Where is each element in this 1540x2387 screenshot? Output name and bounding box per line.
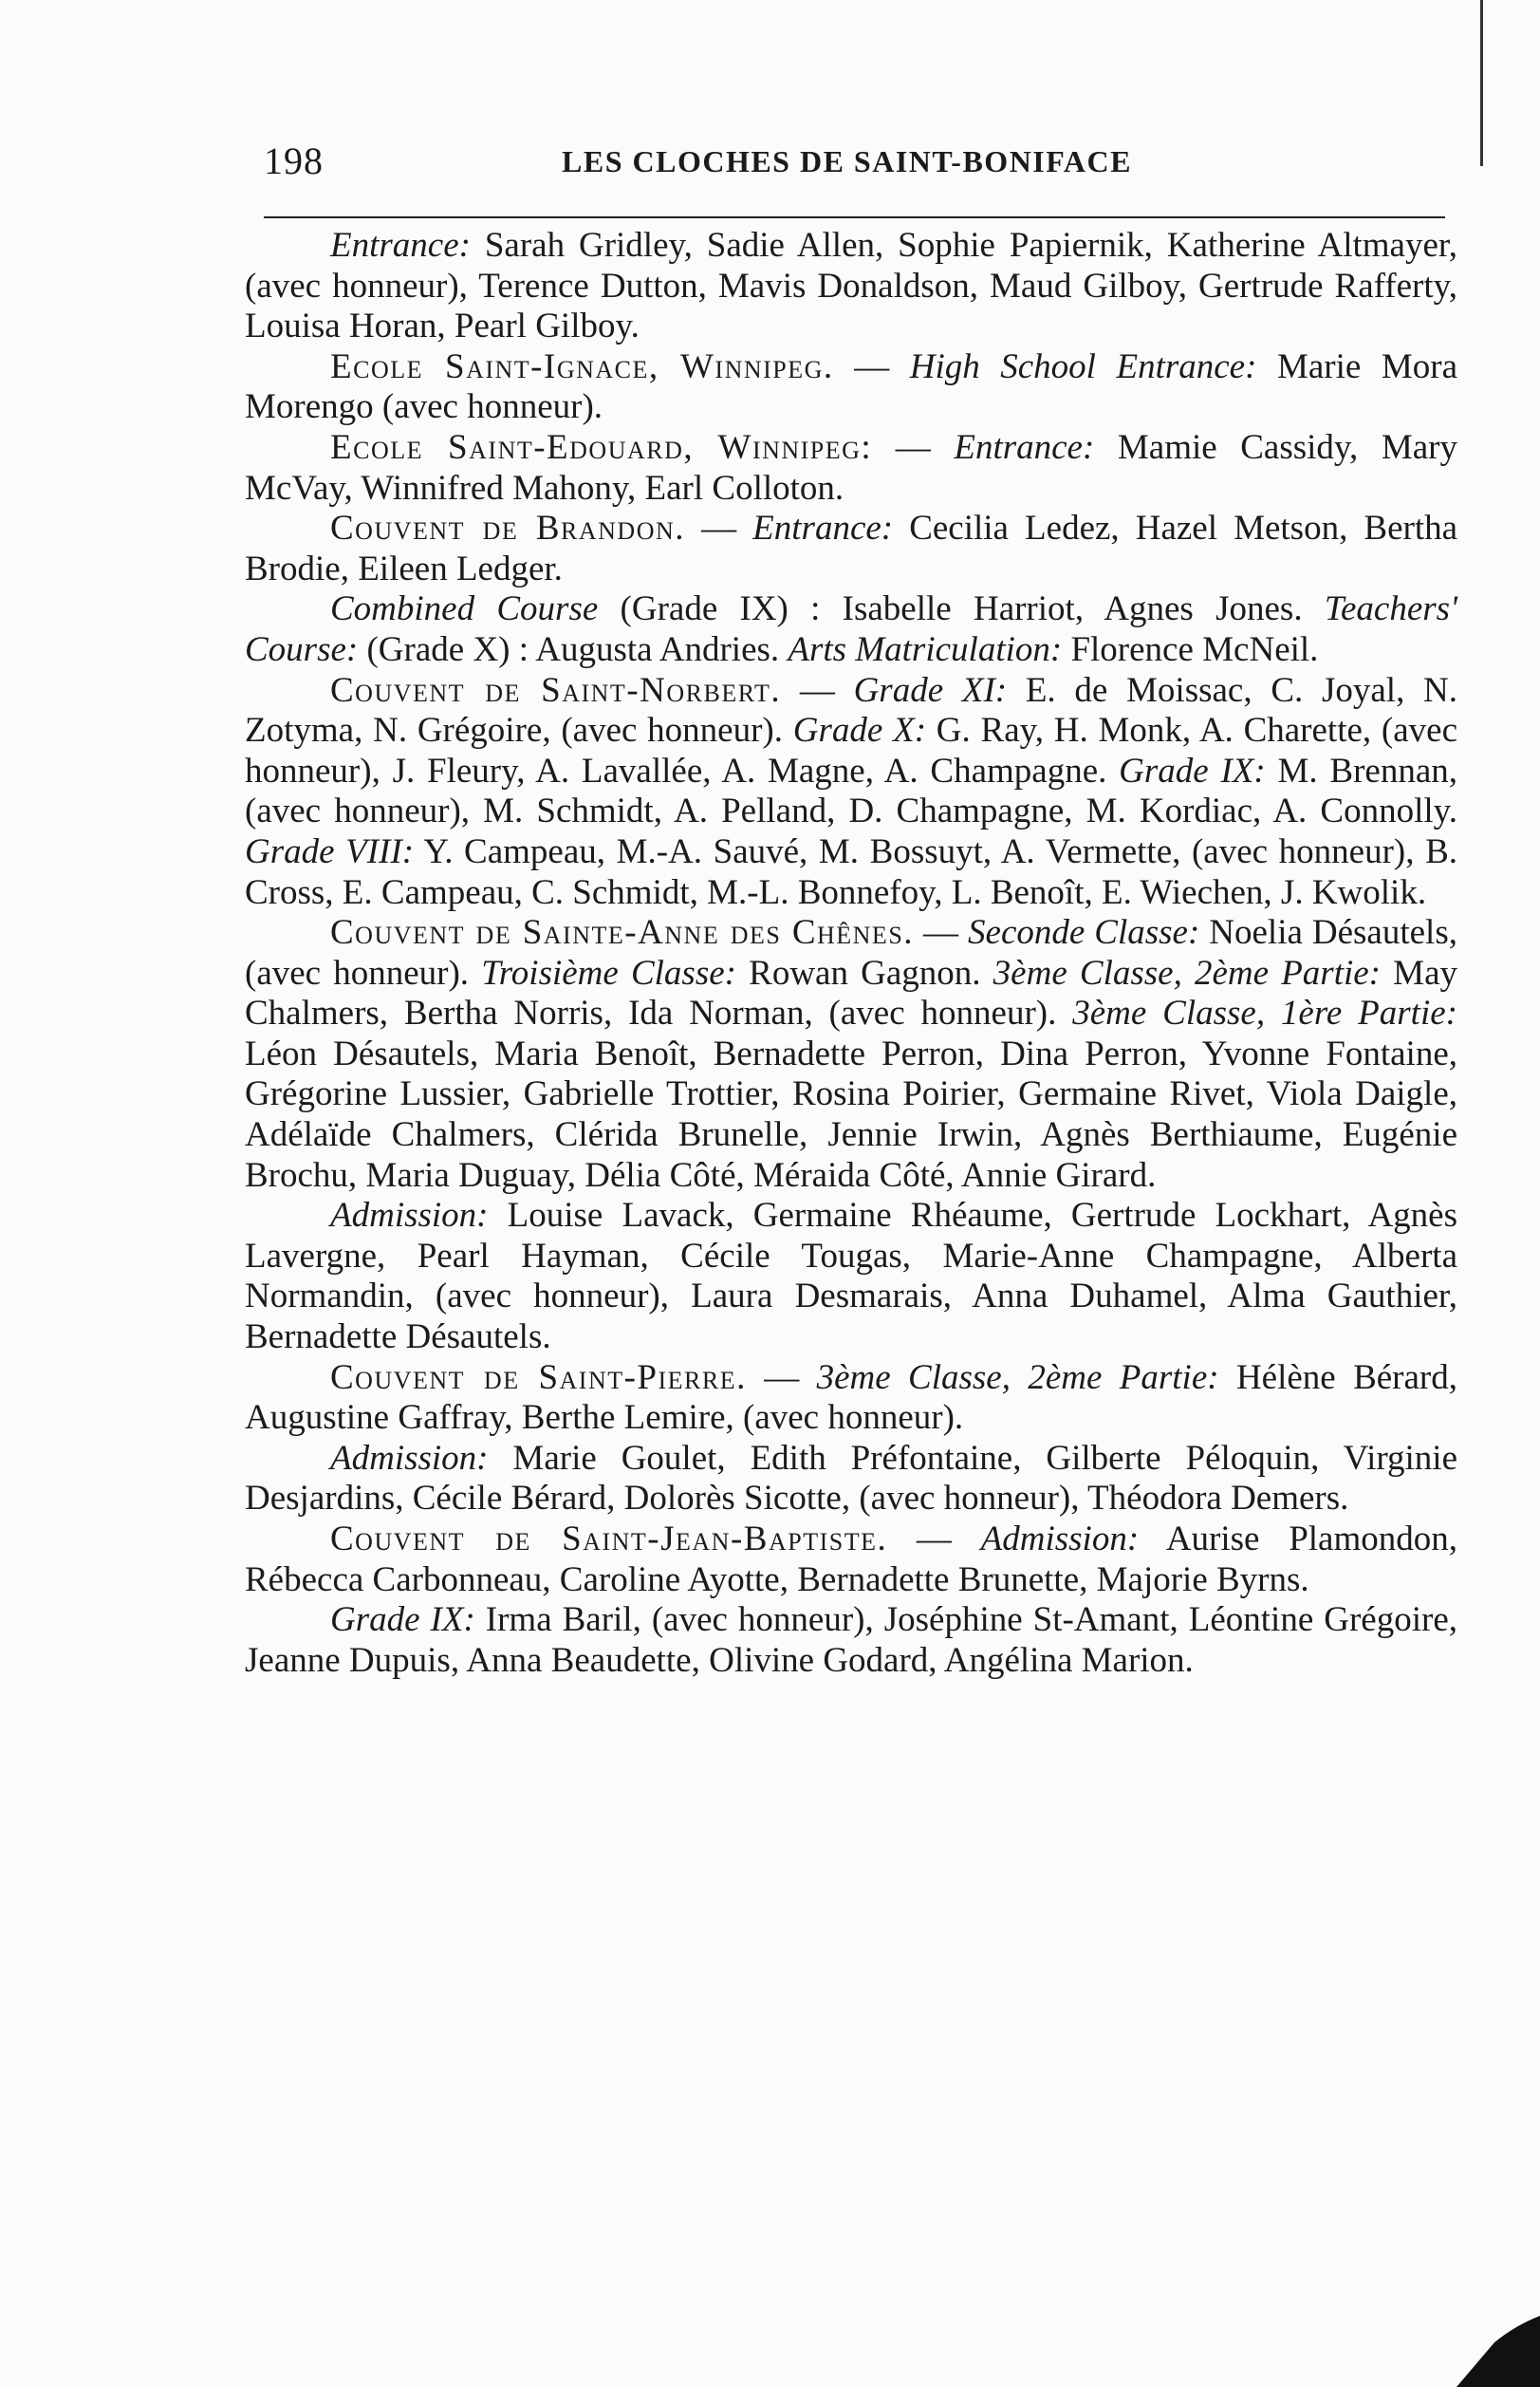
- italic-label: Arts Matriculation:: [788, 629, 1063, 669]
- paragraph: [245, 347, 1457, 428]
- text-run: Y. Campeau, M.-A. Sauvé, M. Bossuyt, A. Vermette, (avec honneur), B. Cross, E. Campeau, C. Schmidt, M.-L. Bonnefoy, L. Benoît, E. Wiechen, J. Kwolik.: [245, 831, 1457, 912]
- italic-label: High School Entrance:: [909, 346, 1257, 386]
- text-run: Mamie Cassidy, Mary McVay, Winnifred Mahony, Earl Colloton.: [245, 427, 1457, 508]
- page-corner-mark: [1457, 2316, 1540, 2387]
- header-rule: [264, 216, 1445, 218]
- text-run: Aurise Plamondon, Rébecca Carbonneau, Caroline Ayotte, Bernadette Brunette, Majorie Byrns.: [245, 1520, 1457, 1599]
- text-run: (Grade X) : Augusta Andries.: [358, 629, 789, 669]
- paragraph: [245, 589, 1457, 670]
- text-run: Sarah Gridley, Sadie Allen, Sophie Papiernik, Katherine Altmayer, (avec honneur), Terence Dutton, Mavis Donaldson, Maud Gilboy, Gertrude Rafferty, Louisa Horan, Pearl Gilboy.: [245, 226, 1457, 346]
- text-run: —: [914, 913, 969, 953]
- italic-label: Grade IX:: [330, 1600, 475, 1640]
- paragraph: [245, 226, 1457, 347]
- paragraph: [245, 509, 1457, 589]
- text-run: M. Brennan, (avec honneur), M. Schmidt, A. Pelland, D. Champagne, M. Kordiac, A. Connolly.: [245, 751, 1457, 831]
- text-run: Cecilia Ledez, Hazel Metson, Bertha Brodie, Eileen Ledger.: [245, 509, 1458, 588]
- italic-label: Grade X:: [792, 711, 927, 751]
- paragraph: [245, 1520, 1457, 1600]
- school-heading: Couvent de Saint-Pierre.: [330, 1357, 747, 1397]
- text-run: Florence McNeil.: [1062, 629, 1319, 669]
- text-run: —: [833, 346, 910, 386]
- italic-label: Grade VIII:: [245, 831, 415, 871]
- text-run: Louise Lavack, Germaine Rhéaume, Gertrude Lockhart, Agnès Lavergne, Pearl Hayman, Cécile Tougas, Marie-Anne Champagne, Alberta Normandin, (avec honneur), Laura Desmarais, Anna Duhamel, Alma Gauthier, Bernadette Désautels.: [245, 1196, 1457, 1357]
- italic-label: Entrance:: [954, 427, 1095, 467]
- school-heading: Ecole Saint-Edouard, Winnipeg:: [330, 427, 873, 467]
- text-run: Irma Baril, (avec honneur), Joséphine St-Amant, Léontine Grégoire, Jeanne Dupuis, Anna Beaudette, Olivine Godard, Angélina Marion.: [245, 1600, 1457, 1680]
- italic-label: Admission:: [330, 1196, 489, 1236]
- italic-label: Troisième Classe:: [481, 953, 736, 993]
- text-run: —: [872, 427, 955, 467]
- text-run: May Chalmers, Bertha Norris, Ida Norman, (avec honneur).: [245, 953, 1457, 1034]
- text-body: [245, 226, 1457, 1681]
- italic-label: Admission:: [330, 1438, 489, 1478]
- school-heading: Ecole Saint-Ignace, Winnipeg.: [330, 346, 834, 386]
- paragraph: [245, 671, 1457, 914]
- paragraph: [245, 1600, 1457, 1681]
- text-run: E. de Moissac, C. Joyal, N. Zotyma, N. Grégoire, (avec honneur).: [245, 670, 1458, 751]
- italic-label: Entrance:: [330, 226, 471, 265]
- text-run: —: [685, 509, 753, 549]
- text-run: Marie Mora Morengo (avec honneur).: [245, 346, 1457, 427]
- school-heading: Couvent de Brandon.: [330, 509, 686, 549]
- text-run: —: [746, 1357, 817, 1397]
- italic-label: Combined Course: [330, 589, 599, 629]
- italic-label: Admission:: [980, 1520, 1140, 1558]
- italic-label: Grade XI:: [853, 670, 1008, 710]
- text-run: Marie Goulet, Edith Préfontaine, Gilberte Péloquin, Virginie Desjardins, Cécile Bérard, Dolorès Sicotte, (avec honneur), Théodora Demers.: [245, 1438, 1457, 1519]
- italic-label: 3ème Classe, 1ère Partie:: [1072, 994, 1457, 1034]
- paragraph: [245, 913, 1457, 1196]
- text-run: Hélène Bérard, Augustine Gaffray, Berthe Lemire, (avec honneur).: [245, 1357, 1457, 1438]
- text-run: Rowan Gagnon.: [735, 953, 993, 993]
- school-heading: Couvent de Saint-Jean-Baptiste.: [330, 1520, 888, 1558]
- school-heading: Couvent de Saint-Norbert.: [330, 670, 782, 710]
- italic-label: Entrance:: [752, 509, 894, 549]
- text-run: G. Ray, H. Monk, A. Charette, (avec honneur), J. Fleury, A. Lavallée, A. Magne, A. Champagne.: [245, 711, 1457, 791]
- text-run: Noelia Désautels, (avec honneur).: [245, 913, 1457, 993]
- italic-label: 3ème Classe, 2ème Partie:: [993, 953, 1382, 993]
- italic-label: Teachers' Course:: [245, 589, 1457, 669]
- italic-label: 3ème Classe, 2ème Partie:: [816, 1357, 1219, 1397]
- page-edge-mark: [1480, 0, 1483, 166]
- paragraph: [245, 1439, 1457, 1520]
- italic-label: Seconde Classe:: [968, 913, 1200, 953]
- running-title: LES CLOCHES DE SAINT-BONIFACE: [562, 144, 1132, 178]
- paragraph: [245, 428, 1457, 509]
- text-run: Léon Désautels, Maria Benoît, Bernadette Perron, Dina Perron, Yvonne Fontaine, Grégorine Lussier, Gabrielle Trottier, Rosina Poirier, Germaine Rivet, Viola Daigle, Adélaïde Chalmers, Clérida Brunelle, Jennie Irwin, Agnès Berthiaume, Eugénie Brochu, Maria Duguay, Délia Côté, Méraida Côté, Annie Girard.: [245, 1034, 1457, 1195]
- paragraph: [245, 1196, 1457, 1357]
- page-number: 198: [264, 140, 324, 182]
- school-heading: Couvent de Sainte-Anne des Chênes.: [330, 913, 915, 953]
- text-run: (Grade IX) : Isabelle Harriot, Agnes Jones.: [598, 589, 1325, 629]
- paragraph: [245, 1358, 1457, 1439]
- text-run: —: [781, 670, 854, 710]
- italic-label: Grade IX:: [1119, 751, 1266, 791]
- text-run: —: [887, 1520, 981, 1558]
